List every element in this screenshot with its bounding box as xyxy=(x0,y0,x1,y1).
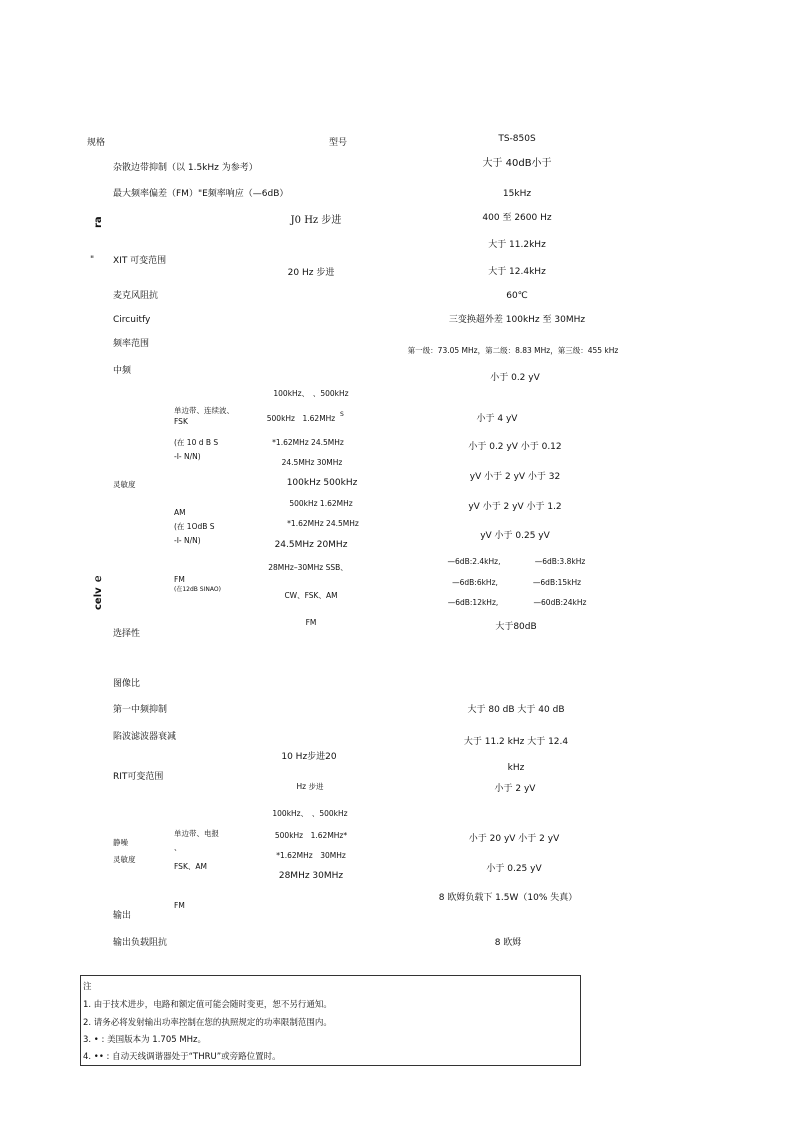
sens-range-11: FM xyxy=(305,618,317,627)
selectivity-bw-1b: —6dB:3.8kHz xyxy=(534,557,586,566)
sens-range-2: 500kHz 1.62MHz xyxy=(266,414,336,423)
selectivity-bw-2b: —6dB:15kHz xyxy=(532,578,582,587)
sens-value-2: 小于 0.2 yV 小于 0.12 xyxy=(468,442,562,452)
squelch-sensitivity-label: 灵敏度 xyxy=(113,855,136,864)
selectivity-bw-2a: —6dB:6kHz, xyxy=(452,578,498,587)
fm-condition: (在12dB SINAO) xyxy=(174,586,221,593)
sens-range-6: 500kHz 1.62MHz xyxy=(289,499,353,508)
first-if-label: 第一中频抑制 xyxy=(113,705,168,715)
fm-mode-label: FM xyxy=(174,575,185,584)
squelch-range-3: *1.62MHz 30MHz xyxy=(276,851,346,860)
notes-box xyxy=(80,975,581,1066)
rit-mid-2: Hz 步进 xyxy=(296,782,324,791)
value-11-2khz: 大于 11.2kHz xyxy=(488,240,546,250)
freq-range-value: 第一级：73.05 MHz，第二级：8.83 MHz，第三级：455 kHz xyxy=(407,346,619,355)
output-label: 输出 xyxy=(113,911,132,921)
sens-range-10: CW、FSK、AM xyxy=(284,591,338,600)
first-if-value: 大于 80 dB 大于 40 dB xyxy=(467,705,565,715)
ssb-condition-1: (在 10 d B S xyxy=(174,438,219,447)
rit-label: RIT可变范围 xyxy=(113,772,164,782)
sens-value-3: yV 小于 2 yV 小于 32 xyxy=(469,472,561,482)
side-mark-quote: " xyxy=(90,255,95,265)
step-10hz-mid: J0 Hz 步进 xyxy=(290,215,342,226)
sens-value-1: 小于 4 yV xyxy=(476,414,518,424)
am-condition-1: (在 1OdB S xyxy=(174,522,215,531)
sens-range-8: 24.5MHz 20MHz xyxy=(274,540,348,550)
freq-deviation-value: 15kHz xyxy=(502,189,532,199)
output-impedance-value: 8 欧姆 xyxy=(494,938,522,948)
selectivity-bw-3a: —6dB:12kHz, xyxy=(447,598,499,607)
squelch-mode-4: FM xyxy=(174,901,185,910)
rit-value-2: 小于 2 yV xyxy=(494,784,536,794)
spurious-value: 大于 40dB小于 xyxy=(482,158,552,169)
xit-label: XIT 可变范围 xyxy=(113,256,167,266)
output-value: 8 欧姆负载下 1.5W（10% 失真） xyxy=(438,893,578,903)
notch-value: 大于 11.2 kHz 大于 12.4 xyxy=(463,737,569,747)
note-item: 1. 由于技术进步，电路和额定值可能会随时变更，恕不另行通知。 xyxy=(83,1000,332,1010)
sensitivity-label: 灵敏度 xyxy=(113,480,136,489)
squelch-range-1: 100kHz、 、500kHz xyxy=(272,809,348,818)
sens-value-5: yV 小于 0.25 yV xyxy=(480,531,550,541)
if-value: 小于 0.2 yV xyxy=(490,373,540,383)
sens-range-7: *1.62MHz 24.5MHz xyxy=(287,519,359,528)
sens-range-9: 28MHz–30MHz SSB、 xyxy=(268,563,348,572)
ssb-mode-label-1: 单边带、连续波、 xyxy=(174,406,234,415)
am-condition-2: -I- N/N) xyxy=(174,536,201,545)
am-mode-label: AM xyxy=(174,508,186,517)
squelch-value-2: 小于 0.25 yV xyxy=(486,864,542,874)
note-item: 4. •• : 自动天线调谐器处于“THRU”或旁路位置时。 xyxy=(83,1052,281,1062)
image-ratio-label: 图像比 xyxy=(113,679,141,689)
selectivity-bw-1a: —6dB:2.4kHz, xyxy=(447,557,501,566)
squelch-range-4: 28MHz 30MHz xyxy=(278,871,344,881)
circuitry-value: 三变换超外差 100kHz 至 30MHz xyxy=(448,315,586,325)
squelch-label: 静噪 xyxy=(113,838,128,847)
ssb-mode-label-2: FSK xyxy=(174,417,188,426)
if-label: 中频 xyxy=(113,366,132,376)
spurious-label: 杂散边带抑制（以 1.5kHz 为参考） xyxy=(113,163,258,173)
note-item: 2. 请务必将发射输出功率控制在您的执照规定的功率限制范围内。 xyxy=(83,1018,332,1028)
mic-impedance-label: 麦克风阻抗 xyxy=(113,291,159,301)
side-mark-celv: celv ｅ xyxy=(93,573,104,610)
freq-deviation-label: 最大频率偏差（FM）"E频率响应（—6dB） xyxy=(113,189,289,199)
xit-mid: 20 Hz 步进 xyxy=(287,268,335,278)
squelch-range-2: 500kHz 1.62MHz* xyxy=(274,831,348,840)
xit-value: 大于 12.4kHz xyxy=(488,267,546,277)
sens-range-3: *1.62MHz 24.5MHz xyxy=(272,438,344,447)
model-heading: 型号 xyxy=(329,138,348,148)
freq-range-label: 频率范围 xyxy=(113,339,150,349)
step-10hz-value: 400 至 2600 Hz xyxy=(482,213,552,223)
sens-range-2-superscript: S xyxy=(340,411,344,418)
model-value: TS-850S xyxy=(498,134,536,144)
selectivity-value: 大于80dB xyxy=(495,622,537,632)
rit-mid-1: 10 Hz步进20 xyxy=(281,752,337,762)
sens-range-1: 100kHz、 、500kHz xyxy=(273,389,349,398)
circuitry-label: Circuitfy xyxy=(113,315,151,325)
squelch-mode-2: 、 xyxy=(174,843,182,852)
selectivity-label: 选择性 xyxy=(113,629,141,639)
squelch-mode-1: 单边带、电报 xyxy=(174,829,219,838)
ssb-condition-2: -I- N/N) xyxy=(174,452,201,461)
squelch-value-1: 小于 20 yV 小于 2 yV xyxy=(468,834,560,844)
squelch-mode-3: FSK、AM xyxy=(174,862,207,871)
notch-label: 陷波滤波器衰减 xyxy=(113,732,177,742)
side-mark-ra: ra xyxy=(93,216,104,228)
output-impedance-label: 输出负载阻抗 xyxy=(113,938,168,948)
mic-impedance-value: 60℃ xyxy=(506,291,528,301)
notes-title: 注 xyxy=(83,982,92,992)
selectivity-bw-3b: —60dB:24kHz xyxy=(533,598,587,607)
sens-value-4: yV 小于 2 yV 小于 1.2 xyxy=(468,502,562,512)
rit-value-1: kHz xyxy=(507,763,525,773)
note-item: 3. • : 美国版本为 1.705 MHz。 xyxy=(83,1035,207,1045)
spec-heading: 规格 xyxy=(87,138,106,148)
sens-range-4: 24.5MHz 30MHz xyxy=(281,458,343,467)
sens-range-5: 100kHz 500kHz xyxy=(286,478,358,488)
